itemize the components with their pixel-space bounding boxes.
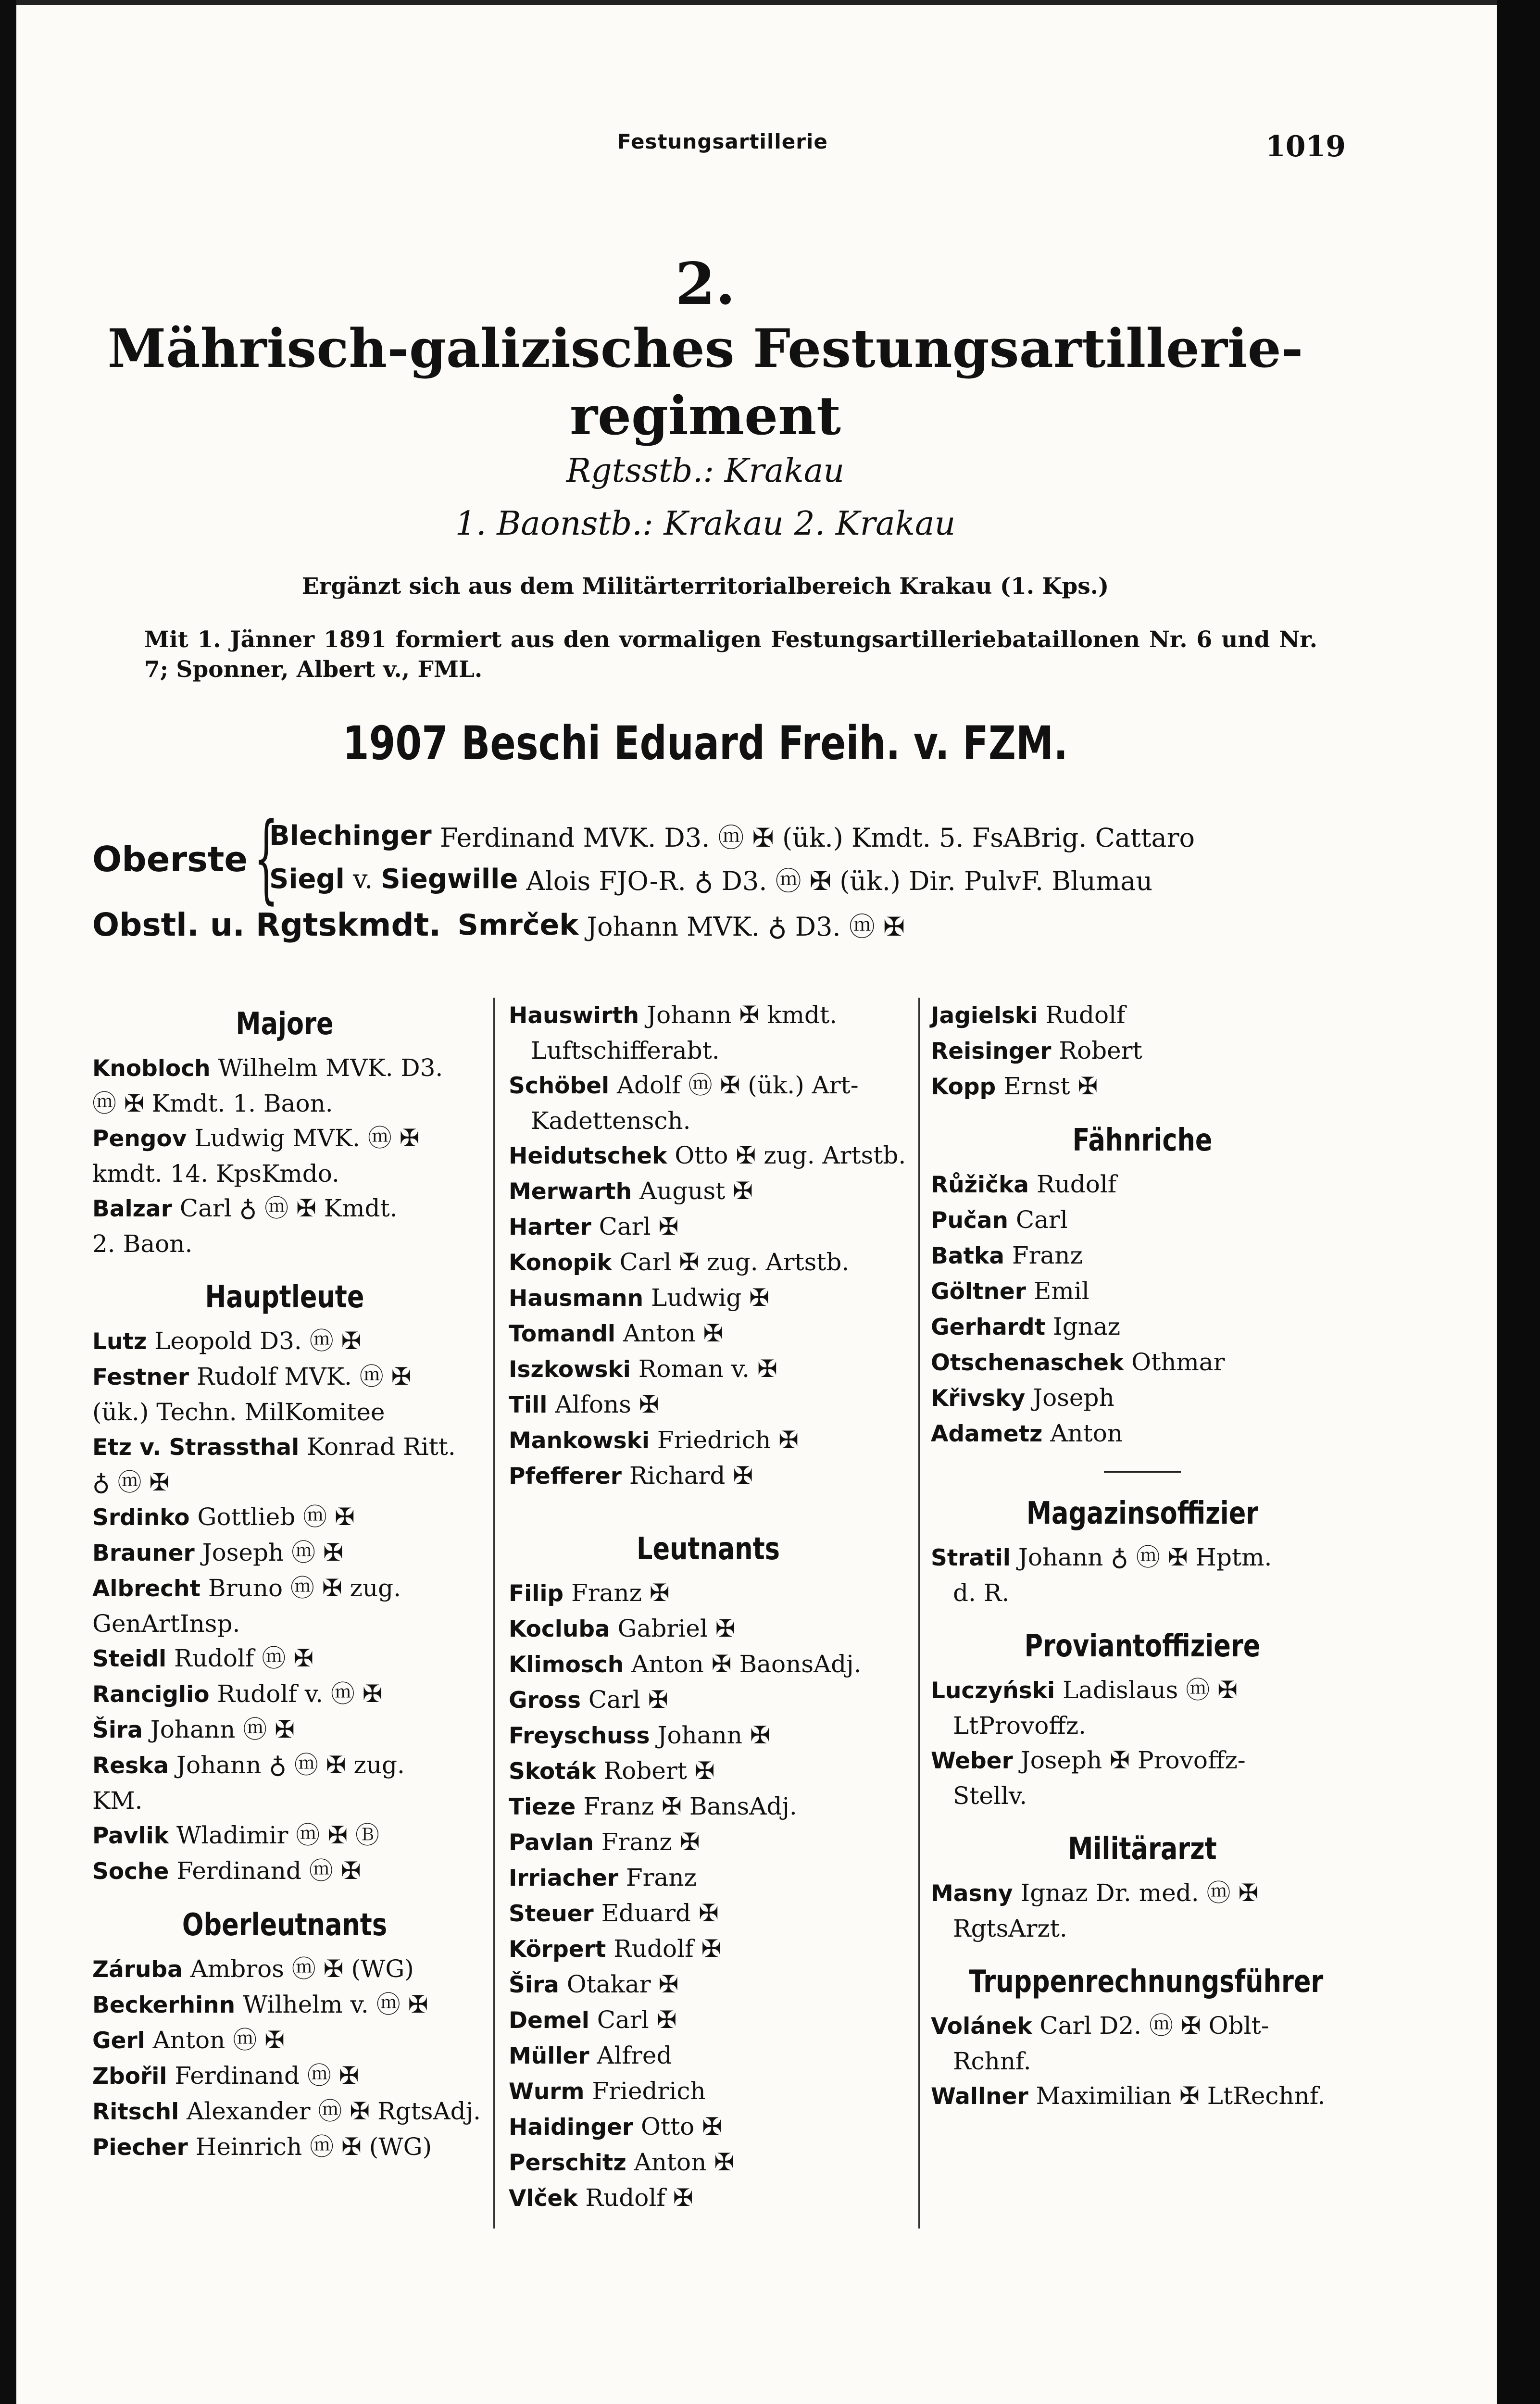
roster-entry: Freyschuss Johann ✠: [509, 1721, 770, 1749]
roster-entry: Göltner Emil: [931, 1277, 1089, 1305]
roster-entry: Haidinger Otto ✠: [509, 2113, 723, 2141]
roster-entry-continuation: Stellv.: [953, 1782, 1027, 1810]
roster-entry: Šira Johann ⓜ ✠: [92, 1715, 295, 1743]
roster-entry: Etz v. Strassthal Konrad Ritt.: [92, 1433, 456, 1461]
roster-entry-continuation: Rchnf.: [953, 2047, 1031, 2075]
roster-entry: Konopik Carl ✠ zug. Artstb.: [509, 1248, 850, 1276]
roster-entry: Festner Rudolf MVK. ⓜ ✠: [92, 1363, 412, 1390]
roster-entry: Adametz Anton: [931, 1419, 1123, 1447]
column-divider: [493, 998, 495, 2229]
formation-note: Mit 1. Jänner 1891 formiert aus den vormaligen Festungsartilleriebataillonen Nr. 6 und Nr. 7; Sponner, Albert v., FML.: [144, 626, 1317, 683]
section-heading-faehnriche: Fähnriche: [1072, 1123, 1213, 1158]
roster-entry: Růžička Rudolf: [931, 1170, 1117, 1198]
roster-entry: Perschitz Anton ✠: [509, 2148, 735, 2176]
section-heading-proviantoffiziere: Proviantoffiziere: [1024, 1628, 1261, 1664]
roster-entry: Zbořil Ferdinand ⓜ ✠: [92, 2062, 359, 2090]
roster-entry: Šira Otakar ✠: [509, 1970, 679, 1998]
roster-entry: Gerhardt Ignaz: [931, 1313, 1121, 1340]
section-divider-rule: [1104, 1471, 1181, 1473]
roster-entry-continuation: d. R.: [953, 1579, 1010, 1607]
roster-entry: Till Alfons ✠: [509, 1390, 659, 1418]
roster-entry: Batka Franz: [931, 1241, 1083, 1269]
column-left: [92, 998, 481, 2165]
battalion-staff-locations: 1. Baonstb.: Krakau 2. Krakau: [455, 505, 956, 543]
roster-entry: Tieze Franz ✠ BansAdj.: [509, 1792, 797, 1820]
roster-entry: Luczyński Ladislaus ⓜ ✠: [931, 1676, 1238, 1704]
roster-entry: Körpert Rudolf ✠: [509, 1935, 722, 1963]
roster-entry: Mankowski Friedrich ✠: [509, 1426, 799, 1454]
roster-entry-continuation: KM.: [92, 1787, 143, 1815]
roster-entry: Ritschl Alexander ⓜ ✠ RgtsAdj.: [92, 2097, 481, 2125]
roster-entry: Filip Franz ✠: [509, 1579, 670, 1607]
roster-entry: Jagielski Rudolf: [931, 1001, 1126, 1029]
roster-entry: Ranciglio Rudolf v. ⓜ ✠: [92, 1680, 383, 1708]
roster-entry-continuation: ⓜ ✠ Kmdt. 1. Baon.: [92, 1089, 333, 1117]
roster-entry: Steidl Rudolf ⓜ ✠: [92, 1644, 314, 1672]
roster-entry: Pavlan Franz ✠: [509, 1828, 700, 1856]
roster-entry: Kocluba Gabriel ✠: [509, 1615, 736, 1642]
roster-entry: Knobloch Wilhelm MVK. D3.: [92, 1054, 443, 1082]
roster-entry: Harter Carl ✠: [509, 1213, 679, 1240]
regiment-title-line2: regiment: [570, 385, 841, 447]
roster-entry: Lutz Leopold D3. ⓜ ✠: [92, 1327, 362, 1355]
roster-entry: Pfefferer Richard ✠: [509, 1462, 753, 1490]
roster-entry: Pavlik Wladimir ⓜ ✠ Ⓑ: [92, 1821, 379, 1849]
roster-entry-continuation: (ük.) Techn. MilKomitee: [92, 1398, 385, 1426]
roster-entry: Demel Carl ✠: [509, 2006, 677, 2034]
scan-edge-top: [0, 0, 1540, 5]
column-right: [931, 998, 1354, 2114]
column-middle: [509, 998, 908, 2216]
regiment-number: 2.: [675, 250, 736, 318]
roster-entry: Pučan Carl: [931, 1206, 1068, 1234]
roster-entry-continuation: 2. Baon.: [92, 1230, 193, 1258]
roster-entry: Klimosch Anton ✠ BaonsAdj.: [509, 1650, 862, 1678]
page-number: 1019: [1265, 130, 1346, 163]
section-heading-hauptleute: Hauptleute: [205, 1279, 364, 1315]
roster-entry: Wurm Friedrich: [509, 2077, 706, 2105]
section-heading-majore: Majore: [236, 1006, 334, 1042]
roster-entry: Merwarth August ✠: [509, 1177, 753, 1205]
roster-entry: Weber Joseph ✠ Provoffz-: [931, 1746, 1246, 1774]
regiment-title-line1: Mährisch-galizisches Festungsartillerie-: [107, 317, 1303, 379]
roster-entry: Steuer Eduard ✠: [509, 1899, 719, 1927]
column-divider: [918, 998, 920, 2229]
roster-entry: Křivsky Joseph: [931, 1384, 1114, 1412]
roster-entry: Pengov Ludwig MVK. ⓜ ✠: [92, 1124, 420, 1152]
roster-entry-continuation: Kadettensch.: [531, 1107, 691, 1135]
section-heading-oberleutnants: Oberleutnants: [182, 1907, 388, 1943]
roster-entry: Irriacher Franz: [509, 1864, 697, 1891]
roster-entry: Gross Carl ✠: [509, 1686, 668, 1714]
roster-entry: Soche Ferdinand ⓜ ✠: [92, 1857, 361, 1885]
roster-entry: Tomandl Anton ✠: [509, 1319, 724, 1347]
roster-entry: Otschenaschek Othmar: [931, 1348, 1225, 1376]
regiment-owner: 1907 Beschi Eduard Freih. v. FZM.: [342, 716, 1068, 770]
roster-entry: Volánek Carl D2. ⓜ ✠ Oblt-: [931, 2012, 1269, 2040]
brace-symbol: {: [254, 802, 279, 914]
roster-entry: Skoták Robert ✠: [509, 1757, 715, 1785]
roster-entry: Iszkowski Roman v. ✠: [509, 1355, 777, 1383]
section-heading-truppenrechnungsfuehrer: Truppenrechnungsführer: [969, 1964, 1324, 2000]
roster-entry: Masny Ignaz Dr. med. ⓜ ✠: [931, 1879, 1259, 1907]
roster-entry-continuation: kmdt. 14. KpsKmdo.: [92, 1160, 339, 1188]
roster-entry-continuation: ♁ ⓜ ✠: [92, 1468, 170, 1496]
roster-entry: Záruba Ambros ⓜ ✠ (WG): [92, 1955, 414, 1983]
oberst-entry: Siegl v. Siegwille Alois FJO-R. ♁ D3. ⓜ ✠ (ük.) Dir. PulvF. Blumau: [269, 864, 1153, 896]
regiment-commander-entry: Obstl. u. Rgtskmdt. Smrček Johann MVK. ♁ D3. ⓜ ✠: [92, 906, 905, 943]
roster-entry-continuation: GenArtInsp.: [92, 1610, 240, 1638]
roster-entry: Schöbel Adolf ⓜ ✠ (ük.) Art-: [509, 1071, 859, 1099]
roster-entry: Müller Alfred: [509, 2041, 672, 2069]
roster-entry: Stratil Johann ♁ ⓜ ✠ Hptm.: [931, 1543, 1272, 1571]
roster-entry: Albrecht Bruno ⓜ ✠ zug.: [92, 1574, 401, 1602]
roster-entry: Piecher Heinrich ⓜ ✠ (WG): [92, 2133, 432, 2161]
regiment-staff-location: Rgtsstb.: Krakau: [566, 452, 845, 490]
complement-note: Ergänzt sich aus dem Militärterritorialbereich Krakau (1. Kps.): [301, 573, 1109, 600]
roster-entry-continuation: Luftschifferabt.: [531, 1037, 720, 1064]
roster-entry: Reisinger Robert: [931, 1037, 1142, 1064]
roster-entry: Kopp Ernst ✠: [931, 1072, 1098, 1100]
roster-entry: Heidutschek Otto ✠ zug. Artstb.: [509, 1141, 906, 1169]
oberste-label: Oberste: [92, 839, 248, 879]
roster-entry: Gerl Anton ⓜ ✠: [92, 2026, 285, 2054]
roster-entry: Balzar Carl ♁ ⓜ ✠ Kmdt.: [92, 1194, 398, 1222]
roster-entry: Wallner Maximilian ✠ LtRechnf.: [931, 2082, 1326, 2110]
roster-entry: Brauner Joseph ⓜ ✠: [92, 1539, 343, 1566]
section-heading-magazinsoffizier: Magazinsoffizier: [1026, 1496, 1259, 1531]
roster-entry: Reska Johann ♁ ⓜ ✠ zug.: [92, 1751, 405, 1779]
roster-entry-continuation: LtProvoffz.: [953, 1712, 1087, 1740]
section-heading-leutnants: Leutnants: [637, 1531, 780, 1567]
roster-entry-continuation: RgtsArzt.: [953, 1915, 1067, 1942]
roster-entry: Hauswirth Johann ✠ kmdt.: [509, 1001, 837, 1029]
oberst-entry: Blechinger Ferdinand MVK. D3. ⓜ ✠ (ük.) Kmdt. 5. FsABrig. Cattaro: [269, 820, 1195, 853]
roster-entry: Srdinko Gottlieb ⓜ ✠: [92, 1503, 355, 1531]
section-heading-militaerarzt: Militärarzt: [1068, 1831, 1217, 1867]
running-title: Festungsartillerie: [617, 130, 828, 153]
roster-entry: Beckerhinn Wilhelm v. ⓜ ✠: [92, 1991, 428, 2018]
roster-entry: Vlček Rudolf ✠: [509, 2184, 693, 2212]
roster-entry: Hausmann Ludwig ✠: [509, 1284, 770, 1312]
scan-edge-right: [1497, 0, 1540, 2404]
